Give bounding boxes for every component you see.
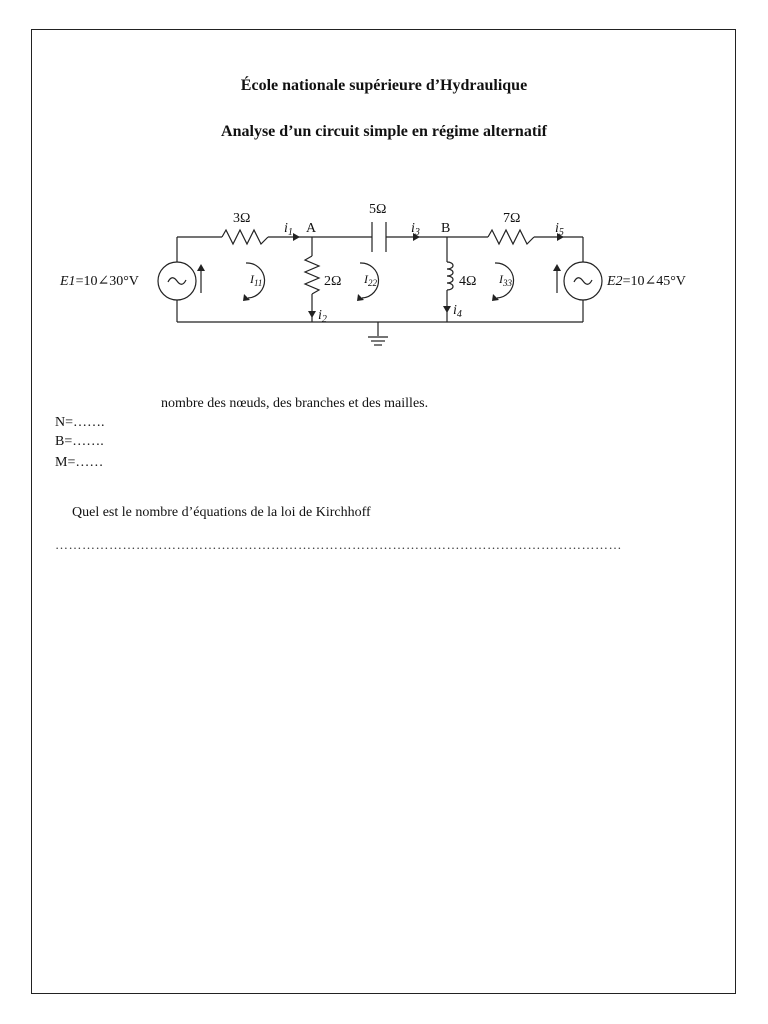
resistor-7-label: 7Ω — [503, 211, 521, 226]
node-a-label: A — [306, 221, 317, 236]
i4-arrowhead — [443, 306, 451, 313]
sine-icon — [168, 278, 186, 285]
answer-dotted-line: ……………………………………………………………………………………………………………… — [55, 537, 622, 552]
resistor-3-label: 3Ω — [233, 211, 251, 226]
e2-arrowhead — [553, 264, 561, 271]
school-title: École nationale supérieure d’Hydraulique — [240, 77, 528, 94]
resistor-2-label: 2Ω — [324, 274, 342, 289]
kirchhoff-question: Quel est le nombre d’équations de la loi de Kirchhoff — [72, 505, 371, 520]
node-b-label: B — [441, 221, 451, 236]
circuit-diagram — [0, 185, 768, 360]
count-prompt: nombre des nœuds, des branches et des mailles. — [161, 396, 429, 411]
sine-icon — [574, 278, 592, 285]
capacitor-5-label: 5Ω — [369, 202, 387, 217]
resistor-2-symbol — [305, 256, 319, 294]
resistor-7-symbol — [488, 230, 534, 244]
current-i5-label: $i_5$ — [555, 221, 564, 238]
i1-arrowhead — [293, 233, 300, 241]
resistor-3-symbol — [222, 230, 268, 244]
loop-i33-label: $I_{33}$ — [499, 272, 512, 288]
e1-arrowhead — [197, 264, 205, 271]
inductor-4-label: 4Ω — [459, 274, 477, 289]
meshes-answer-line: M=…… — [55, 455, 104, 470]
current-i4-label: $i_4$ — [453, 303, 462, 320]
current-i3-label: $i_3$ — [411, 221, 420, 238]
i2-arrowhead — [308, 311, 316, 318]
nodes-answer-line: N=……. — [55, 415, 105, 430]
inductor-symbol — [447, 262, 453, 290]
loop-i11-label: $I_{11}$ — [250, 272, 263, 288]
document-title: Analyse d’un circuit simple en régime alternatif — [221, 123, 547, 140]
current-i2-label: $i_2$ — [318, 308, 327, 325]
branches-answer-line: B=……. — [55, 434, 104, 449]
loop-i22-label: $I_{22}$ — [364, 272, 377, 288]
current-i1-label: $i_1$ — [284, 221, 293, 238]
source-e2-label: E2=10∠45°V — [607, 274, 686, 289]
source-e1-label: E1=10∠30°V — [60, 274, 139, 289]
